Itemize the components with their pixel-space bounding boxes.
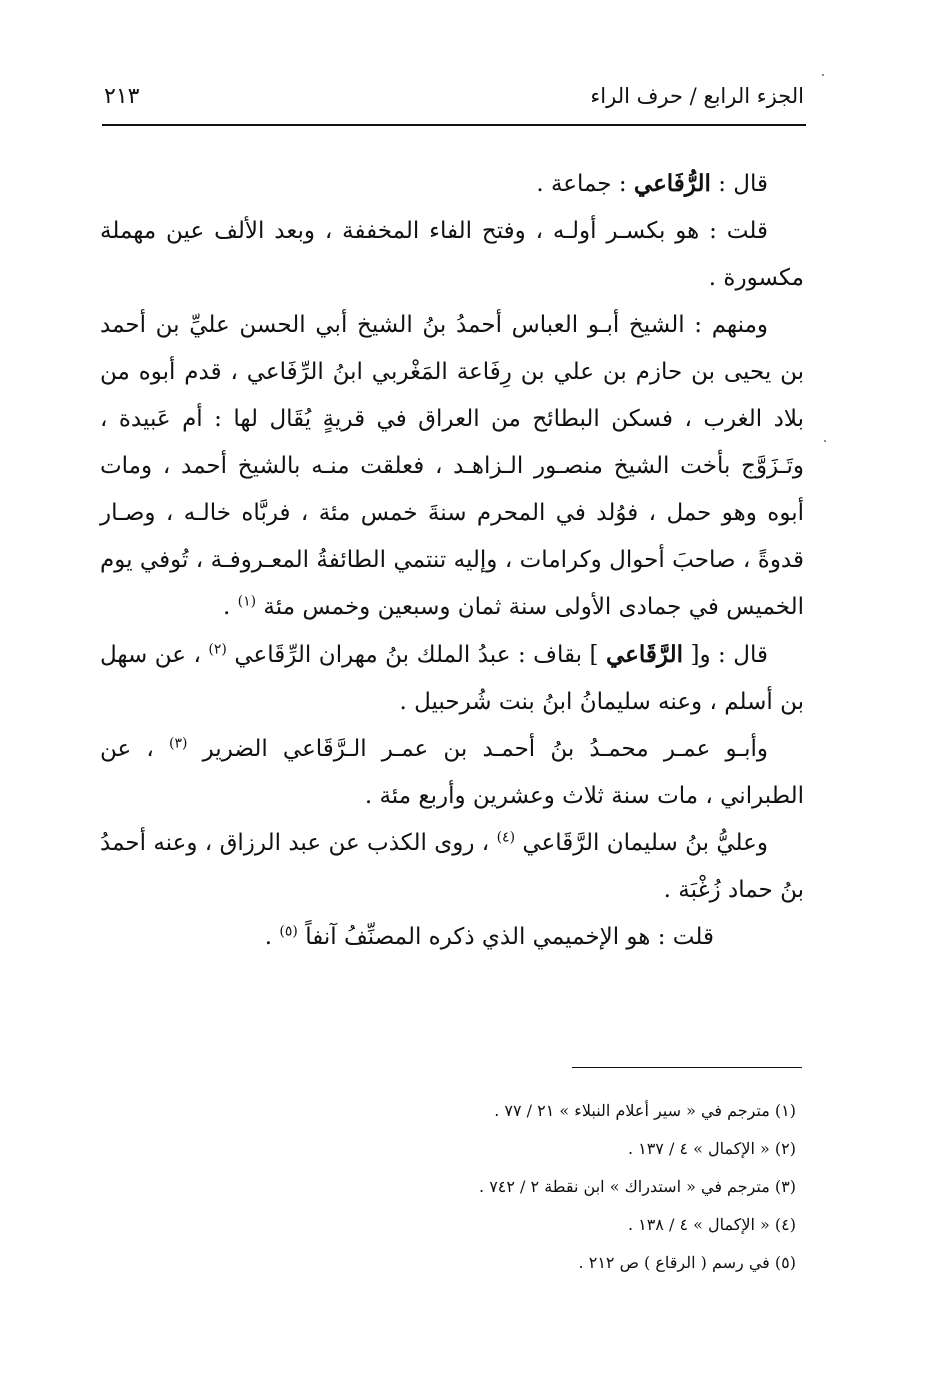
- text-run: ، عن سهل بن أسلم ، وعنه سليمانُ ابنُ بنت شُرحبيل .: [100, 642, 804, 715]
- footnote: (١) مترجم في « سير أعلام النبلاء » ٢١ / ٧٧ .: [494, 1101, 796, 1120]
- paragraph: [100, 208, 804, 302]
- footnote: (٣) مترجم في « استدراك » ابن نقطة ٢ / ٧٤٢ .: [479, 1177, 796, 1196]
- running-title: الجزء الرابع / حرف الراء: [590, 84, 804, 108]
- text-run: : جماعة .: [536, 171, 634, 197]
- text-run: ] بقاف : عبدُ الملك بنُ مهران الرِّقَاعي: [226, 642, 607, 668]
- footnote-marker: (٣): [168, 735, 188, 752]
- entry-keyword: الرُّفَاعي: [633, 170, 711, 197]
- text-run: وعليُّ بنُ سليمان الرَّقَاعي: [515, 830, 769, 856]
- main-text: [100, 160, 804, 961]
- paragraph: [100, 820, 804, 914]
- entry-keyword: الرَّقَاعي: [606, 641, 684, 668]
- paragraph: [100, 302, 804, 631]
- footnote-marker: (٥): [279, 923, 298, 940]
- text-run: قال : و[: [683, 642, 768, 668]
- footnote: (٢) « الإكمال » ٤ / ١٣٧ .: [627, 1139, 796, 1158]
- text-run: ، عن الطبراني ، مات سنة ثلاث وعشرين وأربع مئة .: [100, 736, 804, 809]
- header-rule: [102, 124, 806, 126]
- footnotes: [300, 1092, 796, 1282]
- paragraph: [100, 726, 804, 820]
- footnote-marker: (٤): [496, 829, 516, 846]
- paragraph: [100, 631, 804, 726]
- paragraph: [100, 160, 804, 208]
- footnote: (٥) في رسم ( الرقاع ) ص ٢١٢ .: [578, 1253, 796, 1272]
- footnote-rule: [572, 1067, 802, 1068]
- footnote: (٤) « الإكمال » ٤ / ١٣٨ .: [627, 1215, 796, 1234]
- text-run: .: [264, 924, 280, 950]
- scan-speck: [824, 440, 826, 442]
- paragraph: [100, 914, 804, 961]
- footnote-marker: (٢): [208, 641, 227, 658]
- text-run: قلت : هو بكسـر أولـه ، وفتح الفاء المخففة ، وبعد الألف عين مهملة مكسورة .: [100, 218, 804, 291]
- footnote-marker: (١): [237, 593, 257, 610]
- text-run: وأبـو عمـر محمـدُ بنُ أحمـد بن عمـر الـرَّقَاعي الضرير: [187, 736, 768, 762]
- text-run: قال :: [710, 171, 768, 197]
- page-number: ٢١٣: [104, 84, 140, 109]
- scan-speck: [822, 74, 824, 76]
- text-run: .: [223, 594, 238, 620]
- text-run: ، روى الكذب عن عبد الرزاق ، وعنه أحمدُ بنُ حماد زُغْبَة .: [100, 830, 804, 903]
- text-run: ومنهم : الشيخ أبـو العباس أحمدُ بنُ الشيخ أبي الحسن عليِّ بن أحمد بن يحيى بن حازم بن علي بن رِفَاعة المَغْربي ابنُ الرِّفَاعي ، قدم أبوه من بلاد الغرب ، فسكن البطائح من العراق في قريةٍ يُقَال لها : أم عَبيدة ، وتَـزَوَّج بأخت الشيخ منصـور الـزاهـد ، فعلقت منـه بالشيخ أحمد ، ومات أبوه وهو حمل ، فوُلد في المحرم سنةَ خمس مئة ، فربَّاه خالـه ، وصـار قدوةً ، صاحبَ أحوال وكرامات ، وإليه تنتمي الطائفةُ المعـروفـة ، تُوفي يوم الخميس في جمادى الأولى سنة ثمان وسبعين وخمس مئة: [100, 312, 804, 620]
- text-run: قلت : هو الإخميمي الذي ذكره المصنِّفُ آنفاً: [297, 924, 714, 950]
- running-header: [104, 80, 804, 120]
